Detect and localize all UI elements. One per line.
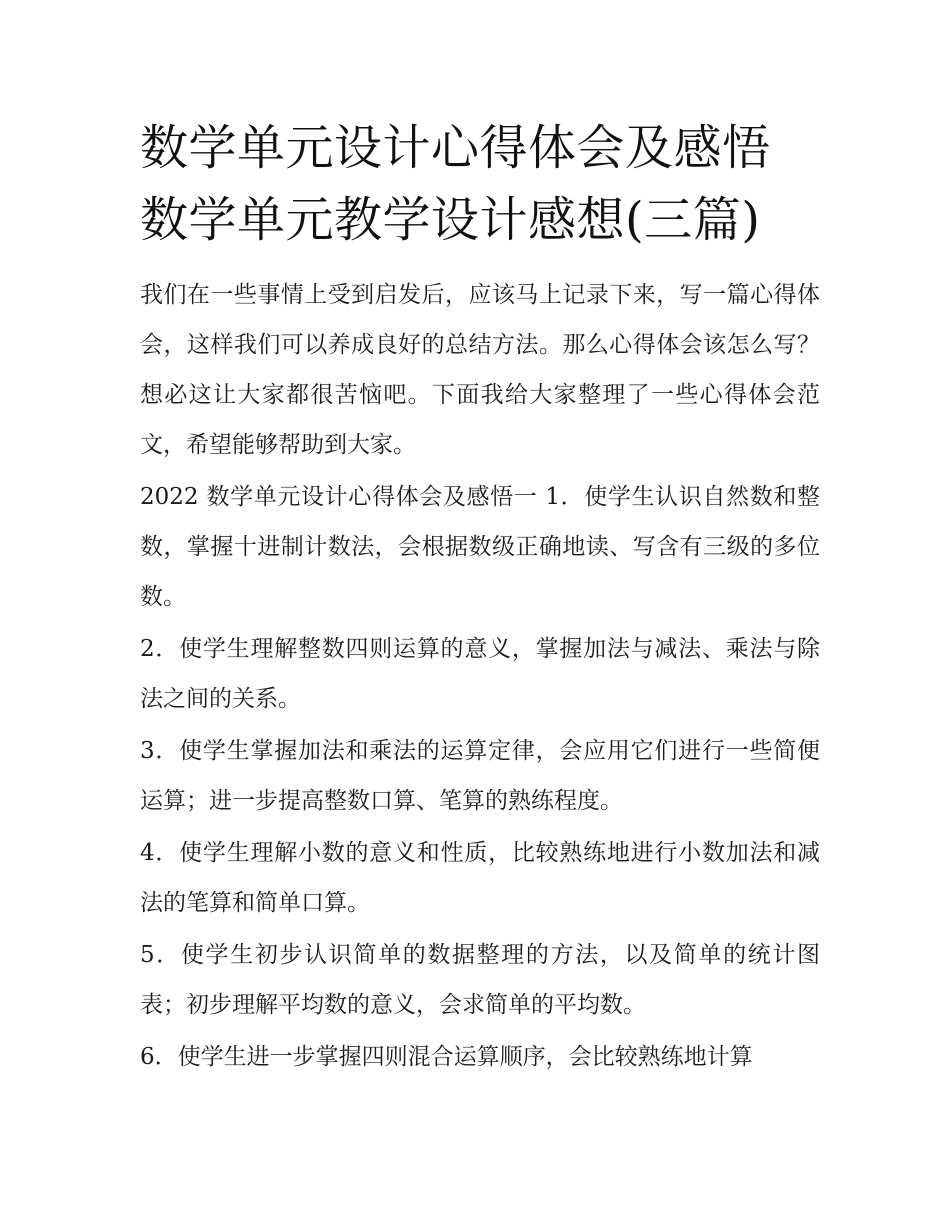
intro-paragraph: 我们在一些事情上受到启发后，应该马上记录下来，写一篇心得体会，这样我们可以养成良好的总结方法。那么心得体会该怎么写？想必这让大家都很苦恼吧。下面我给大家整理了一些心得体会范文，希望能够帮助到大家。 <box>140 282 820 458</box>
paragraph-item-2: 2．使学生理解整数四则运算的意义，掌握加法与减法、乘法与除法之间的关系。 <box>140 636 820 712</box>
document-page <box>140 112 820 1084</box>
document-body <box>140 270 820 1082</box>
document-title <box>140 112 820 256</box>
paragraph-item-3: 3．使学生掌握加法和乘法的运算定律，会应用它们进行一些简便运算；进一步提高整数口算、笔算的熟练程度。 <box>140 738 820 814</box>
paragraph-item-1: 2022 数学单元设计心得体会及感悟一 1．使学生认识自然数和整数，掌握十进制计数法，会根据数级正确地读、写含有三级的多位数。 <box>140 484 820 610</box>
title-line-2: 数学单元教学设计感想(三篇) <box>140 192 761 248</box>
paragraph-item-6: 6．使学生进一步掌握四则混合运算顺序，会比较熟练地计算 <box>140 1044 753 1070</box>
title-line-1: 数学单元设计心得体会及感悟 <box>140 120 771 176</box>
paragraph-item-5: 5．使学生初步认识简单的数据整理的方法，以及简单的统计图表；初步理解平均数的意义，会求简单的平均数。 <box>140 942 820 1018</box>
paragraph-item-4: 4．使学生理解小数的意义和性质，比较熟练地进行小数加法和减法的笔算和简单口算。 <box>140 840 820 916</box>
